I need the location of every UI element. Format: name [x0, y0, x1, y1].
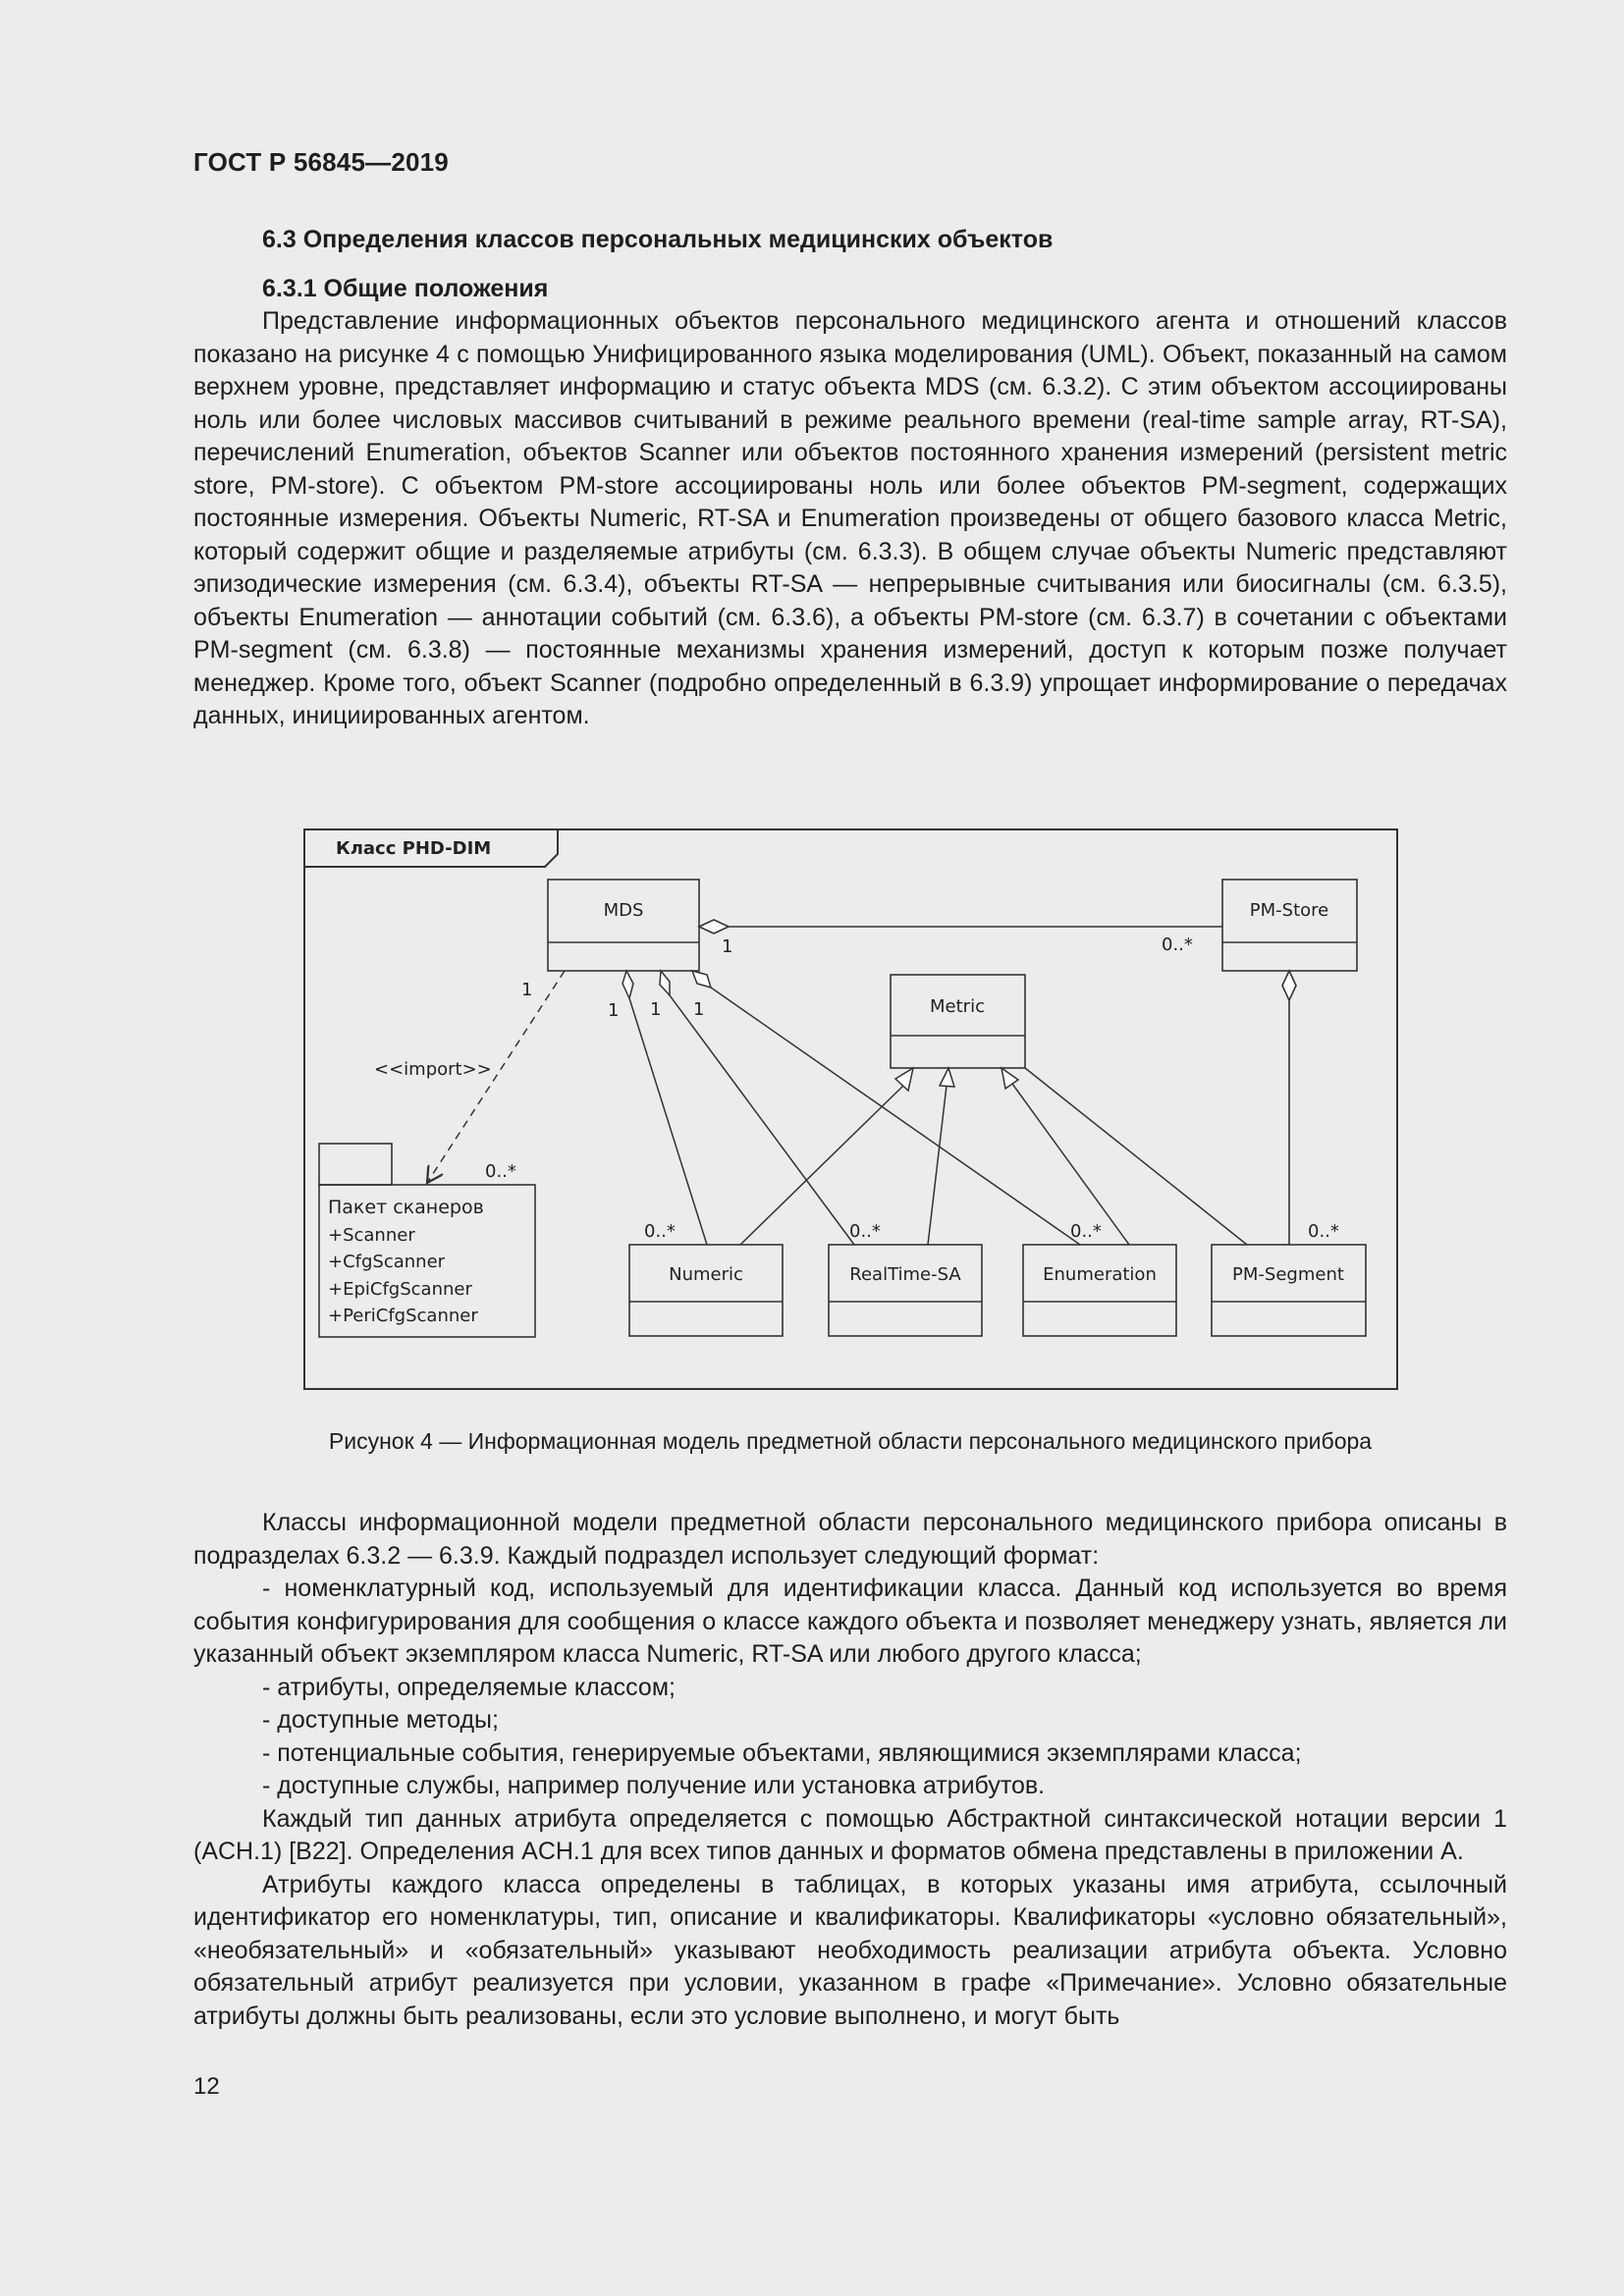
list-item: - доступные методы; [262, 1706, 499, 1734]
import-label: <<import>> [374, 1059, 492, 1080]
aggregation-diamond [699, 920, 729, 934]
class-realtime-sa-label: RealTime-SA [849, 1264, 961, 1285]
class-pm-store [1222, 880, 1357, 971]
mult-pmsegment-many: 0..* [1308, 1221, 1339, 1242]
list-item: - атрибуты, определяемые классом; [262, 1673, 676, 1701]
generalization-arrowhead [895, 1068, 913, 1091]
class-enumeration-label: Enumeration [1043, 1264, 1157, 1285]
mult-mds-numeric-1: 1 [608, 1000, 620, 1021]
class-numeric-label: Numeric [669, 1264, 743, 1285]
class-pm-segment [1212, 1245, 1366, 1336]
generalization-arrowhead [1001, 1068, 1018, 1089]
generalization-realtime [928, 1086, 947, 1245]
package-title: Пакет сканеров [328, 1197, 484, 1218]
mult-realtime-many: 0..* [849, 1221, 881, 1242]
list-item: - доступные службы, например получение или установка атрибутов. [262, 1772, 1046, 1799]
package-item: +EpiCfgScanner [328, 1279, 472, 1300]
assoc-mds-realtime [670, 995, 854, 1245]
doc-header: ГОСТ Р 56845—2019 [193, 147, 449, 177]
page-number: 12 [193, 2073, 220, 2100]
class-pm-store-label: PM-Store [1249, 900, 1329, 921]
mult-package-many: 0..* [485, 1161, 516, 1182]
aggregation-diamond [660, 971, 670, 995]
class-enumeration [1023, 1245, 1176, 1336]
class-pm-segment-label: PM-Segment [1232, 1264, 1344, 1285]
intro-paragraph: Представление информационных объектов персонального медицинского агента и отношений классов показано на рисунке 4 с помощью Унифицированного языка моделирования (UML). Объект, показанный на самом верхнем уровне, представляет информацию и статус объекта MDS (см. 6.3.2). С этим объектом ассоциированы ноль или более числовых массивов считываний в режиме реального времени (real-time sample array, RT-SA), перечислений Enumeration, объектов Scanner или объектов постоянного хранения измерений (persistent metric store, PM-store). С объектом PM-store ассоциированы ноль или более объектов PM-segment, содержащих постоянные измерения. Объекты Numeric, RT-SA и Enumeration произведены от общего базового класса Metric, который содержит общие и разделяемые атрибуты (см. 6.3.3). В общем случае объекты Numeric представляют эпизодические измерения (см. 6.3.4), объекты RT-SA — непрерывные считывания или биосигналы (см. 6.3.5), объекты Enumeration — аннотации событий (см. 6.3.6), а объекты PM-store (см. 6.3.7) в сочетании с объектами PM-segment (см. 6.3.8) — постоянные механизмы хранения измерений, доступ к которым позже получает менеджер. Кроме того, объект Scanner (подробно определенный в 6.3.9) упрощает информирование о передачах данных, инициированных агентом. [193, 307, 1507, 729]
mult-mds-realtime-1: 1 [650, 999, 662, 1020]
mult-mds-enum-1: 1 [693, 999, 705, 1020]
class-mds-label: MDS [603, 900, 644, 921]
frame-label: Класс PHD-DIM [336, 838, 492, 859]
aggregation-diamond [1282, 971, 1296, 1000]
paragraph-asn1: Каждый тип данных атрибута определяется с помощью Абстрактной синтаксической нотации версии 1 (ACH.1) [B22]. Определения ACH.1 для всех типов данных и форматов обмена представлены в приложении А. [193, 1804, 1507, 1865]
paragraph-attributes: Атрибуты каждого класса определены в таблицах, в которых указаны имя атрибута, ссылочный идентификатор его номенклатуры, тип, описание и квалификаторы. Квалификаторы «условно обязательный», «необязательный» и «обязательный» указывают необходимость реализации атрибута объекта. Условно обязательный атрибут реализуется при условии, указанном в графе «Примечание». Условно обязательные атрибуты должны быть реализованы, если это условие выполнено, и могут быть [193, 1870, 1507, 2030]
main-text-block [193, 1507, 1507, 2033]
aggregation-diamond [692, 971, 711, 988]
metric-pmsegment-link [1025, 1068, 1247, 1245]
package-item: +Scanner [328, 1225, 415, 1246]
class-realtime-sa [829, 1245, 982, 1336]
class-metric [891, 975, 1025, 1068]
mult-mds-pmstore-many: 0..* [1162, 934, 1193, 955]
mult-numeric-many: 0..* [644, 1221, 676, 1242]
mult-enumeration-many: 0..* [1070, 1221, 1102, 1242]
list-item: - потенциальные события, генерируемые объектами, являющимися экземплярами класса; [262, 1738, 1302, 1767]
class-mds [548, 880, 699, 971]
assoc-mds-numeric [629, 998, 707, 1245]
aggregation-diamond [623, 971, 633, 998]
class-numeric [629, 1245, 783, 1336]
class-metric-label: Metric [930, 996, 985, 1017]
figure-caption: Рисунок 4 — Информационная модель предметной области персонального медицинского прибора [328, 1428, 1373, 1454]
generalization-arrowhead [940, 1068, 954, 1087]
package-item: +PeriCfgScanner [328, 1306, 478, 1326]
package-item: +CfgScanner [328, 1252, 446, 1272]
paragraph-format-intro: Классы информационной модели предметной области персонального медицинского прибора описаны в подразделах 6.3.2 — 6.3.9. Каждый подраздел использует следующий формат: [193, 1509, 1507, 1570]
section-title: 6.3 Определения классов персональных медицинских объектов [262, 226, 1054, 253]
subsection-title: 6.3.1 Общие положения [262, 275, 549, 302]
mult-mds-pmstore-1: 1 [722, 936, 733, 957]
list-item: - номенклатурный код, используемый для идентификации класса. Данный код используется во время события конфигурирования для сообщения о классе каждого объекта и позволяет менеджеру узнать, является ли указанный объект экземпляром класса Numeric, RT-SA или любого другого класса; [193, 1575, 1507, 1668]
mult-mds-import-1: 1 [521, 980, 533, 1000]
